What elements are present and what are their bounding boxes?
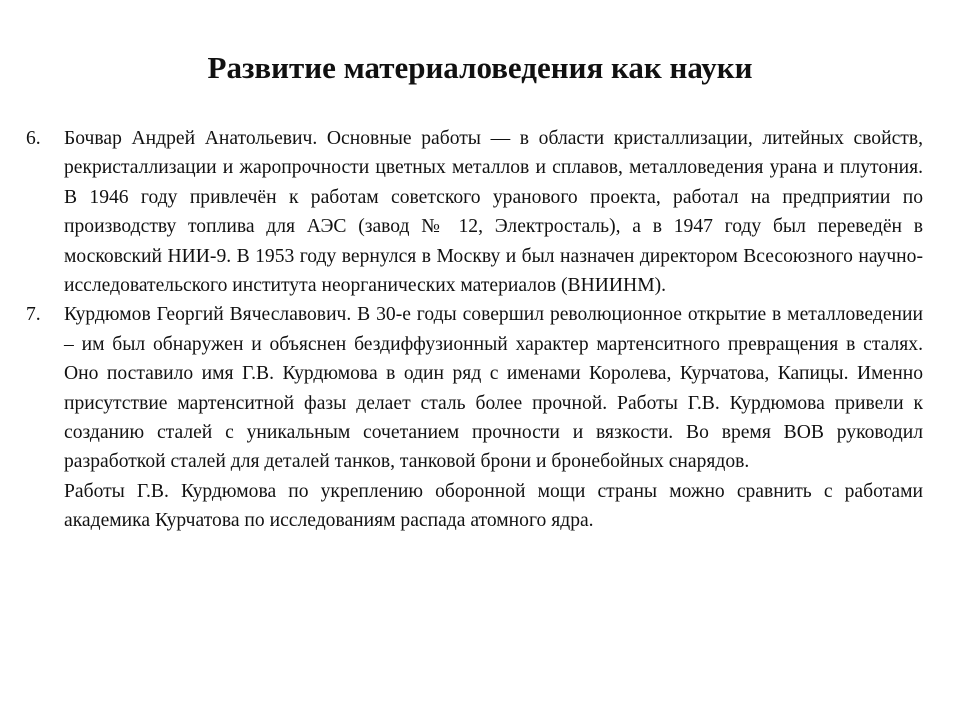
list-item-number: 6. — [26, 128, 41, 149]
list-item-text: Курдюмов Георгий Вячеславович. В 30-е годы совершил революционное открытие в металловедении – им был обнаружен и объяснен бездиффузионный характер мартенситного превращения в сталях. Оно поставило имя Г.В. Курдюмова в один ряд с именами Королева, Курчатова, Капицы. Именно присутствие мартенситной фазы делает сталь более прочной. Работы Г.В. Курдюмова привели к созданию сталей с уникальным сочетанием прочности и вязкости. Во время ВОВ руководил разработкой сталей для деталей танков, танковой брони и бронебойных снарядов. — [64, 304, 923, 473]
list-item-7 — [26, 300, 923, 535]
list-item-text: Бочвар Андрей Анатольевич. Основные работы — в области кристаллизации, литейных свойств, рекристаллизации и жаропрочности цветных металлов и сплавов, металловедения урана и плутония. В 1946 году привлечён к работам советского уранового проекта, работал на предприятии по производству топлива для АЭС (завод № 12, Электросталь), а в 1947 году был переведён в московский НИИ-9. В 1953 году вернулся в Москву и был назначен директором Всесоюзного научно-исследовательского института неорганических материалов (ВНИИНМ). — [64, 128, 923, 297]
list-item-6 — [26, 124, 923, 300]
list-item-text-continuation: Работы Г.В. Курдюмова по укреплению оборонной мощи страны можно сравнить с работами академика Курчатова по исследованиям распада атомного ядра. — [64, 480, 923, 532]
numbered-list — [26, 124, 923, 536]
list-item-number: 7. — [26, 304, 41, 326]
slide-title: Развитие материаловедения как науки — [207, 50, 753, 85]
